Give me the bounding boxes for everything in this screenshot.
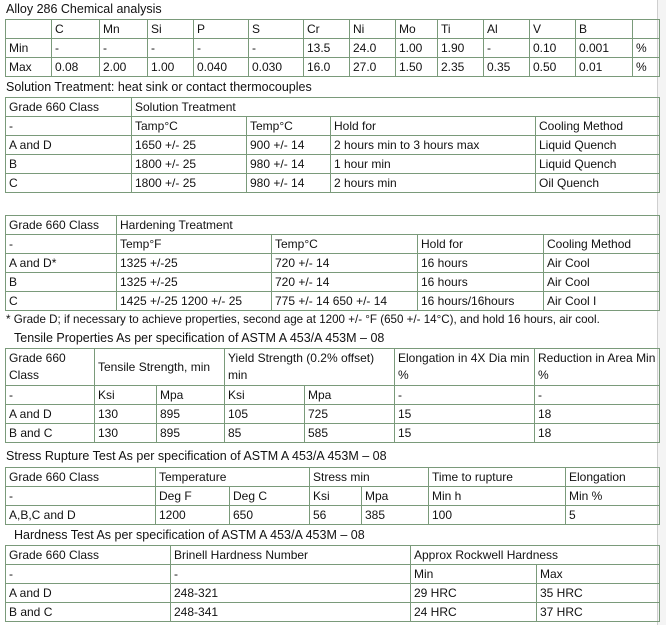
chem-cell: 0.35 bbox=[484, 58, 530, 77]
table-row bbox=[6, 254, 660, 273]
hardness-cell: B and C bbox=[6, 603, 171, 622]
hardening-head-treatment: Hardening Treatment bbox=[117, 216, 660, 235]
hardening-subhead-cell: Temp°C bbox=[272, 235, 418, 254]
solution-cell: B bbox=[6, 155, 132, 174]
hardness-subhead-cell: Max bbox=[537, 565, 660, 584]
chem-header-cell: Ti bbox=[438, 20, 484, 39]
hardness-cell: 37 HRC bbox=[537, 603, 660, 622]
solution-subhead-cell: - bbox=[6, 117, 132, 136]
hardening-cell: Air Cool bbox=[544, 254, 660, 273]
solution-subhead-cell: Hold for bbox=[331, 117, 536, 136]
chem-cell: 0.040 bbox=[194, 58, 249, 77]
right-edge-strip bbox=[657, 0, 666, 625]
hardness-subhead-cell: Min bbox=[411, 565, 537, 584]
tensile-subhead-cell: - bbox=[6, 386, 95, 405]
tensile-cell: A and D bbox=[6, 405, 95, 424]
chem-cell: 1.00 bbox=[148, 58, 194, 77]
table-row bbox=[6, 58, 660, 77]
chem-cell: 0.10 bbox=[530, 39, 576, 58]
chem-cell: 1.00 bbox=[396, 39, 438, 58]
rupture-header-row bbox=[6, 468, 660, 487]
hardening-table bbox=[5, 215, 660, 311]
hardening-subhead-cell: Cooling Method bbox=[544, 235, 660, 254]
hardening-cell: B bbox=[6, 273, 117, 292]
table-row bbox=[6, 584, 660, 603]
chem-header-cell: S bbox=[249, 20, 304, 39]
chem-table bbox=[5, 19, 660, 77]
table-row bbox=[6, 292, 660, 311]
rupture-cell: 1200 bbox=[156, 506, 230, 525]
solution-cell: Liquid Quench bbox=[536, 136, 660, 155]
tensile-subhead-cell: - bbox=[395, 386, 535, 405]
tensile-cell: 130 bbox=[95, 405, 157, 424]
table-row bbox=[6, 136, 660, 155]
tensile-subhead-cell: Mpa bbox=[305, 386, 395, 405]
hardening-header-row bbox=[6, 216, 660, 235]
hardening-cell: 16 hours bbox=[418, 254, 544, 273]
tensile-cell: 725 bbox=[305, 405, 395, 424]
solution-header-row bbox=[6, 98, 660, 117]
hardening-subhead-cell: Temp°F bbox=[117, 235, 272, 254]
solution-cell: A and D bbox=[6, 136, 132, 155]
tensile-head-yield: Yield Strength (0.2% offset) min bbox=[225, 349, 395, 386]
tensile-table bbox=[5, 348, 660, 443]
chem-header-cell bbox=[6, 20, 52, 39]
rupture-subhead-cell: Min % bbox=[566, 487, 660, 506]
solution-head-treatment: Solution Treatment bbox=[132, 98, 660, 117]
hardness-cell: 35 HRC bbox=[537, 584, 660, 603]
rupture-subhead-cell: Ksi bbox=[310, 487, 362, 506]
table-row bbox=[6, 603, 660, 622]
rupture-subheader-row bbox=[6, 487, 660, 506]
tensile-head-strength: Tensile Strength, min bbox=[95, 349, 225, 386]
rupture-cell: 385 bbox=[362, 506, 429, 525]
hardening-head-class: Grade 660 Class bbox=[6, 216, 117, 235]
table-row bbox=[6, 273, 660, 292]
chem-cell: % bbox=[633, 58, 660, 77]
hardening-cell: Air Cool I bbox=[544, 292, 660, 311]
chem-header-row bbox=[6, 20, 660, 39]
hardening-cell: Air Cool bbox=[544, 273, 660, 292]
hardening-subhead-cell: - bbox=[6, 235, 117, 254]
chem-cell: 27.0 bbox=[350, 58, 396, 77]
hardening-cell: 16 hours/16hours bbox=[418, 292, 544, 311]
table-row bbox=[6, 155, 660, 174]
chem-header-cell: B bbox=[576, 20, 633, 39]
tensile-subheader-row bbox=[6, 386, 660, 405]
solution-cell: Liquid Quench bbox=[536, 155, 660, 174]
rupture-cell: 56 bbox=[310, 506, 362, 525]
hardening-subhead-cell: Hold for bbox=[418, 235, 544, 254]
chem-cell: 24.0 bbox=[350, 39, 396, 58]
hardening-cell: 720 +/- 14 bbox=[272, 273, 418, 292]
tensile-cell: B and C bbox=[6, 424, 95, 443]
hardness-cell: 29 HRC bbox=[411, 584, 537, 603]
table-row bbox=[6, 39, 660, 58]
chem-header-cell: C bbox=[52, 20, 100, 39]
solution-cell: 1800 +/- 25 bbox=[132, 155, 247, 174]
solution-table bbox=[5, 97, 660, 193]
chem-header-cell: Mo bbox=[396, 20, 438, 39]
hardness-head-rockwell: Approx Rockwell Hardness bbox=[411, 546, 660, 565]
chem-cell: Min bbox=[6, 39, 52, 58]
chem-cell: 0.50 bbox=[530, 58, 576, 77]
table-row bbox=[6, 174, 660, 193]
rupture-head-stress: Stress min bbox=[310, 468, 429, 487]
hardness-cell: 248-341 bbox=[171, 603, 411, 622]
chem-cell: - bbox=[100, 39, 148, 58]
solution-subhead-cell: Temp°C bbox=[247, 117, 331, 136]
chem-cell: 0.08 bbox=[52, 58, 100, 77]
tensile-head-class: Grade 660 Class bbox=[6, 349, 95, 386]
chem-cell: 16.0 bbox=[304, 58, 350, 77]
tensile-cell: 18 bbox=[535, 405, 660, 424]
chem-cell: - bbox=[194, 39, 249, 58]
solution-head-class: Grade 660 Class bbox=[6, 98, 132, 117]
hardening-cell: 1325 +/-25 bbox=[117, 254, 272, 273]
hardening-cell: 775 +/- 14 650 +/- 14 bbox=[272, 292, 418, 311]
hardening-cell: 16 hours bbox=[418, 273, 544, 292]
chem-cell: 1.90 bbox=[438, 39, 484, 58]
chem-header-cell: Mn bbox=[100, 20, 148, 39]
rupture-cell: 650 bbox=[230, 506, 310, 525]
solution-cell: 980 +/- 14 bbox=[247, 155, 331, 174]
hardening-cell: A and D* bbox=[6, 254, 117, 273]
chem-cell: 2.35 bbox=[438, 58, 484, 77]
chem-cell: - bbox=[249, 39, 304, 58]
tensile-cell: 585 bbox=[305, 424, 395, 443]
tensile-cell: 895 bbox=[157, 405, 225, 424]
tensile-cell: 130 bbox=[95, 424, 157, 443]
solution-title: Solution Treatment: heat sink or contact thermocouples bbox=[6, 80, 312, 94]
chem-header-cell: P bbox=[194, 20, 249, 39]
chem-cell: % bbox=[633, 39, 660, 58]
hardening-cell: 720 +/- 14 bbox=[272, 254, 418, 273]
solution-cell: C bbox=[6, 174, 132, 193]
tensile-cell: 105 bbox=[225, 405, 305, 424]
rupture-subhead-cell: Min h bbox=[429, 487, 566, 506]
grade-d-footnote: * Grade D; if necessary to achieve properties, second age at 1200 +/- °F (650 +/- 14°C), and hold 16 hours, air cool. bbox=[6, 313, 600, 326]
hardness-cell: A and D bbox=[6, 584, 171, 603]
tensile-cell: 15 bbox=[395, 424, 535, 443]
chem-header-cell: V bbox=[530, 20, 576, 39]
hardening-cell: 1325 +/-25 bbox=[117, 273, 272, 292]
chem-cell: - bbox=[148, 39, 194, 58]
tensile-cell: 15 bbox=[395, 405, 535, 424]
chem-header-cell: Si bbox=[148, 20, 194, 39]
chem-header-cell: Al bbox=[484, 20, 530, 39]
hardness-subheader-row bbox=[6, 565, 660, 584]
chem-cell: - bbox=[52, 39, 100, 58]
hardness-table bbox=[5, 545, 660, 622]
hardness-cell: 24 HRC bbox=[411, 603, 537, 622]
chem-cell: 13.5 bbox=[304, 39, 350, 58]
solution-cell: 1 hour min bbox=[331, 155, 536, 174]
rupture-cell: A,B,C and D bbox=[6, 506, 156, 525]
solution-cell: Oil Quench bbox=[536, 174, 660, 193]
chem-header-cell: Ni bbox=[350, 20, 396, 39]
hardness-header-row bbox=[6, 546, 660, 565]
solution-subheader-row bbox=[6, 117, 660, 136]
tensile-head-elongation: Elongation in 4X Dia min % bbox=[395, 349, 535, 386]
solution-cell: 980 +/- 14 bbox=[247, 174, 331, 193]
chem-cell: Max bbox=[6, 58, 52, 77]
hardness-subhead-cell: - bbox=[171, 565, 411, 584]
table-row bbox=[6, 506, 660, 525]
solution-cell: 2 hours min bbox=[331, 174, 536, 193]
rupture-subhead-cell: Mpa bbox=[362, 487, 429, 506]
hardening-cell: 1425 +/-25 1200 +/- 25 bbox=[117, 292, 272, 311]
tensile-subhead-cell: Mpa bbox=[157, 386, 225, 405]
hardness-head-brinell: Brinell Hardness Number bbox=[171, 546, 411, 565]
chem-cell: 1.50 bbox=[396, 58, 438, 77]
solution-cell: 900 +/- 14 bbox=[247, 136, 331, 155]
tensile-title: Tensile Properties As per specification of ASTM A 453/A 453M – 08 bbox=[14, 331, 385, 345]
hardness-subhead-cell: - bbox=[6, 565, 171, 584]
solution-subhead-cell: Tamp°C bbox=[132, 117, 247, 136]
tensile-subhead-cell: Ksi bbox=[95, 386, 157, 405]
rupture-cell: 100 bbox=[429, 506, 566, 525]
chem-cell: 2.00 bbox=[100, 58, 148, 77]
hardness-head-class: Grade 660 Class bbox=[6, 546, 171, 565]
solution-cell: 2 hours min to 3 hours max bbox=[331, 136, 536, 155]
table-row bbox=[6, 405, 660, 424]
hardening-cell: C bbox=[6, 292, 117, 311]
rupture-subhead-cell: Deg C bbox=[230, 487, 310, 506]
tensile-subhead-cell: - bbox=[535, 386, 660, 405]
chem-cell: 0.030 bbox=[249, 58, 304, 77]
rupture-subhead-cell: Deg F bbox=[156, 487, 230, 506]
chem-cell: 0.01 bbox=[576, 58, 633, 77]
table-row bbox=[6, 424, 660, 443]
tensile-subhead-cell: Ksi bbox=[225, 386, 305, 405]
hardness-title: Hardness Test As per specification of ASTM A 453/A 453M – 08 bbox=[14, 528, 365, 542]
tensile-header-row bbox=[6, 349, 660, 386]
chem-header-cell: Cr bbox=[304, 20, 350, 39]
solution-subhead-cell: Cooling Method bbox=[536, 117, 660, 136]
chem-header-cell bbox=[633, 20, 660, 39]
solution-cell: 1650 +/- 25 bbox=[132, 136, 247, 155]
rupture-head-time: Time to rupture bbox=[429, 468, 566, 487]
rupture-head-temperature: Temperature bbox=[156, 468, 310, 487]
tensile-cell: 85 bbox=[225, 424, 305, 443]
rupture-head-elongation: Elongation bbox=[566, 468, 660, 487]
rupture-table bbox=[5, 467, 660, 525]
rupture-title: Stress Rupture Test As per specification of ASTM A 453/A 453M – 08 bbox=[6, 449, 387, 463]
hardening-subheader-row bbox=[6, 235, 660, 254]
rupture-cell: 5 bbox=[566, 506, 660, 525]
chem-title: Alloy 286 Chemical analysis bbox=[6, 2, 162, 16]
chem-cell: - bbox=[484, 39, 530, 58]
rupture-head-class: Grade 660 Class bbox=[6, 468, 156, 487]
rupture-subhead-cell: - bbox=[6, 487, 156, 506]
chem-cell: 0.001 bbox=[576, 39, 633, 58]
tensile-cell: 895 bbox=[157, 424, 225, 443]
tensile-head-reduction: Reduction in Area Min % bbox=[535, 349, 660, 386]
solution-cell: 1800 +/- 25 bbox=[132, 174, 247, 193]
tensile-cell: 18 bbox=[535, 424, 660, 443]
hardness-cell: 248-321 bbox=[171, 584, 411, 603]
